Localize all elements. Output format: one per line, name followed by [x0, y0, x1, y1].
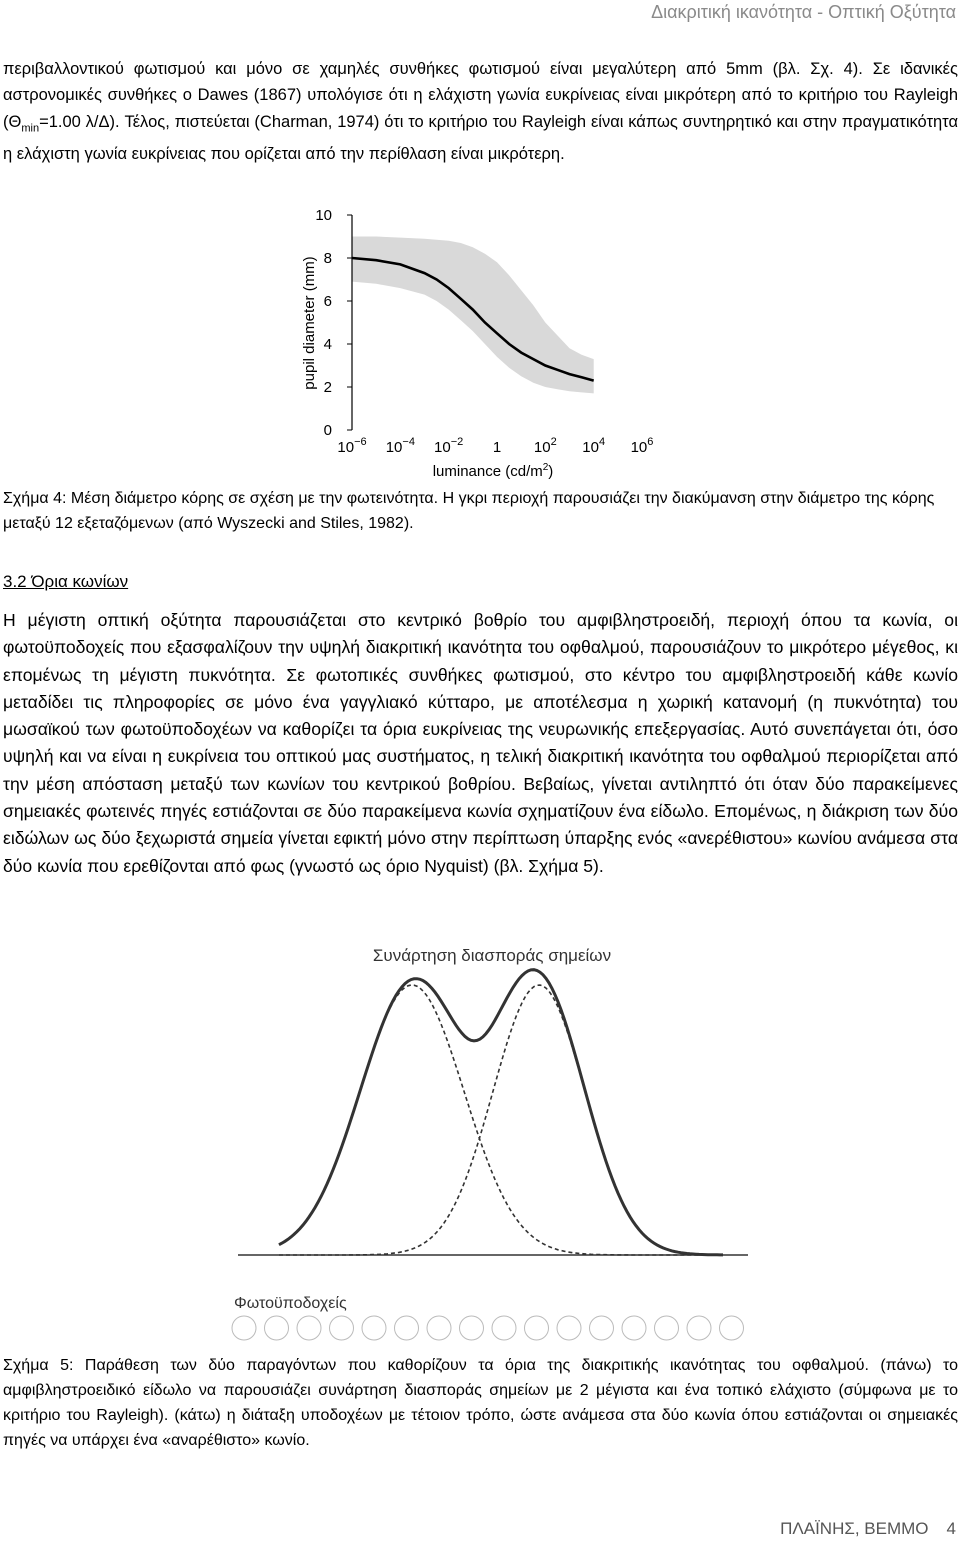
pupil-diameter-chart — [290, 200, 670, 485]
psf-diagram — [224, 935, 760, 1345]
x-tick-label: 1 — [492, 439, 502, 456]
receptor-cone — [395, 1316, 419, 1340]
figure5-caption: Σχήμα 5: Παράθεση των δύο παραγόντων που καθορίζουν τα όρια της διακριτικής ικανότητας του οφθαλμού. (πάνω) το αμφιβληστροειδικό είδωλο να παρουσιάζει συνάρτηση διασποράς σημείων με 2 μέγιστα και ένα τοπικό ελάχιστο (σύμφωνα με το κριτήριο του Rayleigh). (κάτω) η διάταξη υποδοχέων με τέτοιον τρόπο, ώστε ανάμεσα στα δύο κωνία όπου εστιάζονται οι σημειακές πηγές να υπάρχει ένα «αναρέθιστο» κωνίο. — [3, 1357, 958, 1449]
intro-paragraph — [3, 56, 958, 167]
intro-text-b: =1.00 λ/Δ). Τέλος, πιστεύεται (Charman, 1974) ότι το κριτήριο του Rayleigh είναι κάπως συντηρητικό και στην πραγματικότητα η ελάχιστη γωνία ευκρίνειας που ορίζεται από την περίθλαση είναι μικρότερη. — [3, 112, 958, 164]
section-body: Η μέγιστη οπτική οξύτητα παρουσιάζεται στο κεντρικό βοθρίο του αμφιβληστροειδή, περιοχή όπου τα κωνία, οι φωτοϋποδοχείς που εξασφαλίζουν την υψηλή διακριτική ικανότητα του οφθαλμού, παρουσιάζουν το μικρότερο μέγεθος, κι επομένως τη μέγιστη πυκνότητα. Σε φωτοπικές συνθήκες φωτισμού, στο κέντρο του αμφιβληστροειδή κάθε κωνίο μεταδίδει τις πληροφορίες σε μόνο ένα γαγγλιακό κύτταρο, με αποτέλεσμα η χωρική κατανομή (η πυκνότητα) του μωσαϊκού των φωτοϋποδοχέων να καθορίζει τα όρια ευκρίνειας της νευρωνικής επεξεργασίας. Αυτό συνεπάγεται ότι, όσο υψηλή και να είναι η ευκρίνεια του οπτικού μας συστήματος, η τελική διακριτική ικανότητα του οφθαλμού περιορίζεται από την μέση απόσταση μεταξύ των κωνίων του κεντρικού βοθρίου. Βεβαίως, γίνεται αντιληπτό ότι όταν δύο παρακείμενες σημειακές φωτεινές πηγές εστιάζονται σε δύο παρακείμενα κωνία σχηματίζουν ένα είδωλο. Επομένως, η διάκριση των δύο ειδώλων ως δύο ξεχωριστά σημεία γίνεται εφικτή μόνο στην περίπτωση ύπαρξης ενός «ανερέθιστου» κωνίου ανάμεσα στα δύο κωνία που ερεθίζονται από φως (γνωστό ως όριο Nyquist) (βλ. Σχήμα 5). — [3, 610, 958, 876]
page-number: 4 — [946, 1519, 956, 1538]
x-axis-label-main: luminance (cd/m — [432, 463, 543, 480]
receptor-cone — [297, 1316, 321, 1340]
x-tick-label: $10^4$ — [582, 436, 606, 456]
x-tick-label: $10^6$ — [630, 436, 654, 456]
receptor-cone — [687, 1316, 711, 1340]
section-title: 3.2 Όρια κωνίων — [3, 572, 129, 591]
figure4-caption: Σχήμα 4: Μέση διάμετρο κόρης σε σχέση με την φωτεινότητα. Η γκρι περιοχή παρουσιάζει την διακύμανση στην διάμετρο της κόρης μεταξύ 12 εξεταζόμενων (από Wyszecki and Stiles, 1982). — [3, 490, 935, 532]
receptor-label: Φωτοϋποδοχείς — [234, 1295, 347, 1312]
receptor-cone — [557, 1316, 581, 1340]
page-footer — [780, 1519, 956, 1539]
receptor-cone — [525, 1316, 549, 1340]
left-psf-dashed — [279, 985, 723, 1255]
y-tick-label: 4 — [323, 336, 332, 353]
x-tick-label: $10^{-4}$ — [385, 436, 415, 456]
receptor-cone — [427, 1316, 451, 1340]
receptor-cone — [362, 1316, 386, 1340]
y-tick-label: 6 — [323, 293, 332, 310]
psf-title: Συνάρτηση διασποράς σημείων — [372, 946, 612, 965]
y-axis-label: pupil diameter (mm) — [301, 256, 318, 390]
x-axis-label-sup: 2 — [542, 462, 549, 473]
receptor-cone — [232, 1316, 256, 1340]
receptor-cone — [265, 1316, 289, 1340]
y-tick-label: 2 — [323, 379, 332, 396]
right-psf-dashed — [279, 985, 723, 1255]
y-tick-labels — [315, 207, 352, 439]
intro-subscript: min — [21, 121, 40, 134]
running-header: Διακριτική ικανότητα - Οπτική Οξύτητα — [651, 2, 956, 22]
y-tick-label: 8 — [323, 250, 332, 267]
receptor-cone — [492, 1316, 516, 1340]
combined-psf-curve — [279, 970, 723, 1255]
x-axis-label-end: ) — [548, 463, 554, 480]
receptor-cone — [460, 1316, 484, 1340]
y-tick-label: 10 — [315, 207, 332, 224]
footer-author: ΠΛΑΪΝΗΣ, ΒΕΜΜΟ — [780, 1519, 929, 1538]
intro-text-a: περιβαλλοντικού φωτισμού και μόνο σε χαμηλές συνθήκες φωτισμού είναι μεγαλύτερη από 5mm (βλ. Σχ. 4). Σε ιδανικές αστρονομικές συνθήκες ο Dawes (1867) υπολόγισε ότι η ελάχιστη γωνία ευκρίνειας είναι μικρότερη από το κριτήριο του Rayleigh (Θ — [3, 60, 958, 131]
receptor-cone — [655, 1316, 679, 1340]
x-tick-label: $10^{-2}$ — [434, 436, 464, 456]
x-axis-label — [433, 462, 554, 480]
receptor-cone — [622, 1316, 646, 1340]
x-tick-label: $10^2$ — [533, 436, 557, 456]
x-tick-label: $10^{-6}$ — [337, 436, 367, 456]
receptor-cone — [590, 1316, 614, 1340]
receptor-row — [232, 1316, 744, 1340]
x-tick-labels — [337, 436, 653, 456]
receptor-cone — [720, 1316, 744, 1340]
y-tick-label: 0 — [323, 422, 332, 439]
receptor-cone — [330, 1316, 354, 1340]
